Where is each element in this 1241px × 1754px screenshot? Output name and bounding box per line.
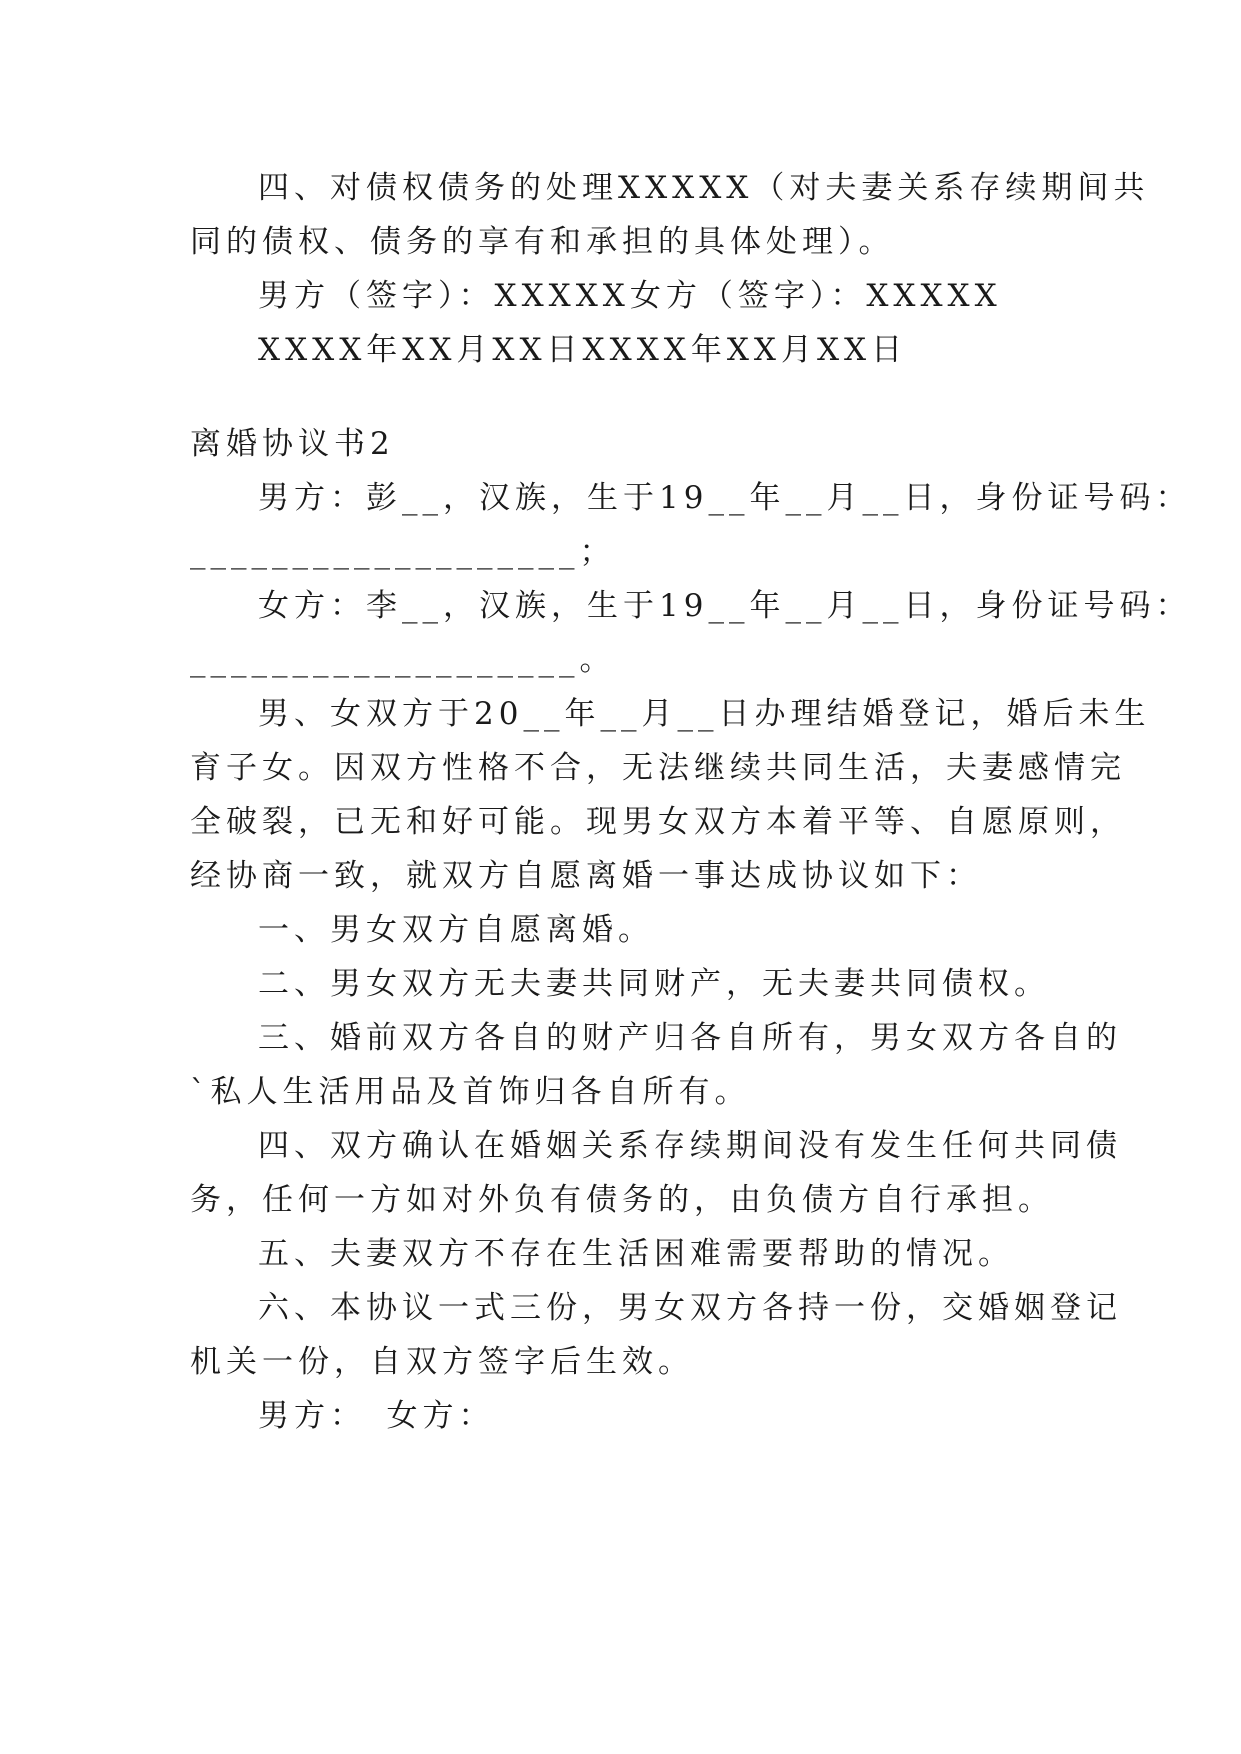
preamble-line-3: 全破裂，已无和好可能。现男女双方本着平等、自愿原则， [190, 804, 1126, 840]
clause-4-debt-line-2: 同的债权、债务的享有和承担的具体处理）。 [190, 224, 895, 260]
date-line: XXXX年XX月XX日XXXX年XX月XX日 [258, 332, 908, 368]
clause-1: 一、男女双方自愿离婚。 [258, 912, 654, 948]
clause-3-line-1: 三、婚前双方各自的财产归各自所有，男女双方各自的 [258, 1020, 1122, 1056]
clause-3-line-2: `私人生活用品及首饰归各自所有。 [190, 1074, 751, 1110]
clause-4-line-1: 四、双方确认在婚姻关系存续期间没有发生任何共同债 [258, 1128, 1122, 1164]
clause-4-line-2: 务，任何一方如对外负有债务的，由负债方自行承担。 [190, 1182, 1054, 1218]
male-party-line: 男方：彭__，汉族，生于19__年__月__日，身份证号码： [258, 480, 1192, 516]
male-id-blank: ___________________； [190, 534, 616, 570]
clause-2: 二、男女双方无夫妻共同财产，无夫妻共同债权。 [258, 966, 1050, 1002]
preamble-line-1: 男、女双方于20__年__月__日办理结婚登记，婚后未生 [258, 696, 1151, 732]
female-party-line: 女方：李__，汉族，生于19__年__月__日，身份证号码： [258, 588, 1192, 624]
section-title: 离婚协议书2 [190, 426, 395, 462]
clause-6-line-2: 机关一份，自双方签字后生效。 [190, 1344, 694, 1380]
final-signature-line: 男方： 女方： [258, 1398, 495, 1434]
female-id-blank: ___________________。 [190, 642, 616, 678]
clause-5: 五、夫妻双方不存在生活困难需要帮助的情况。 [258, 1236, 1014, 1272]
preamble-line-2: 育子女。因双方性格不合，无法继续共同生活，夫妻感情完 [190, 750, 1126, 786]
clause-6-line-1: 六、本协议一式三份，男女双方各持一份，交婚姻登记 [258, 1290, 1122, 1326]
clause-4-debt-line-1: 四、对债权债务的处理XXXXX（对夫妻关系存续期间共 [258, 170, 1150, 206]
signature-line: 男方（签字）：XXXXX女方（签字）：XXXXX [258, 278, 1002, 314]
preamble-line-4: 经协商一致，就双方自愿离婚一事达成协议如下： [190, 858, 982, 894]
